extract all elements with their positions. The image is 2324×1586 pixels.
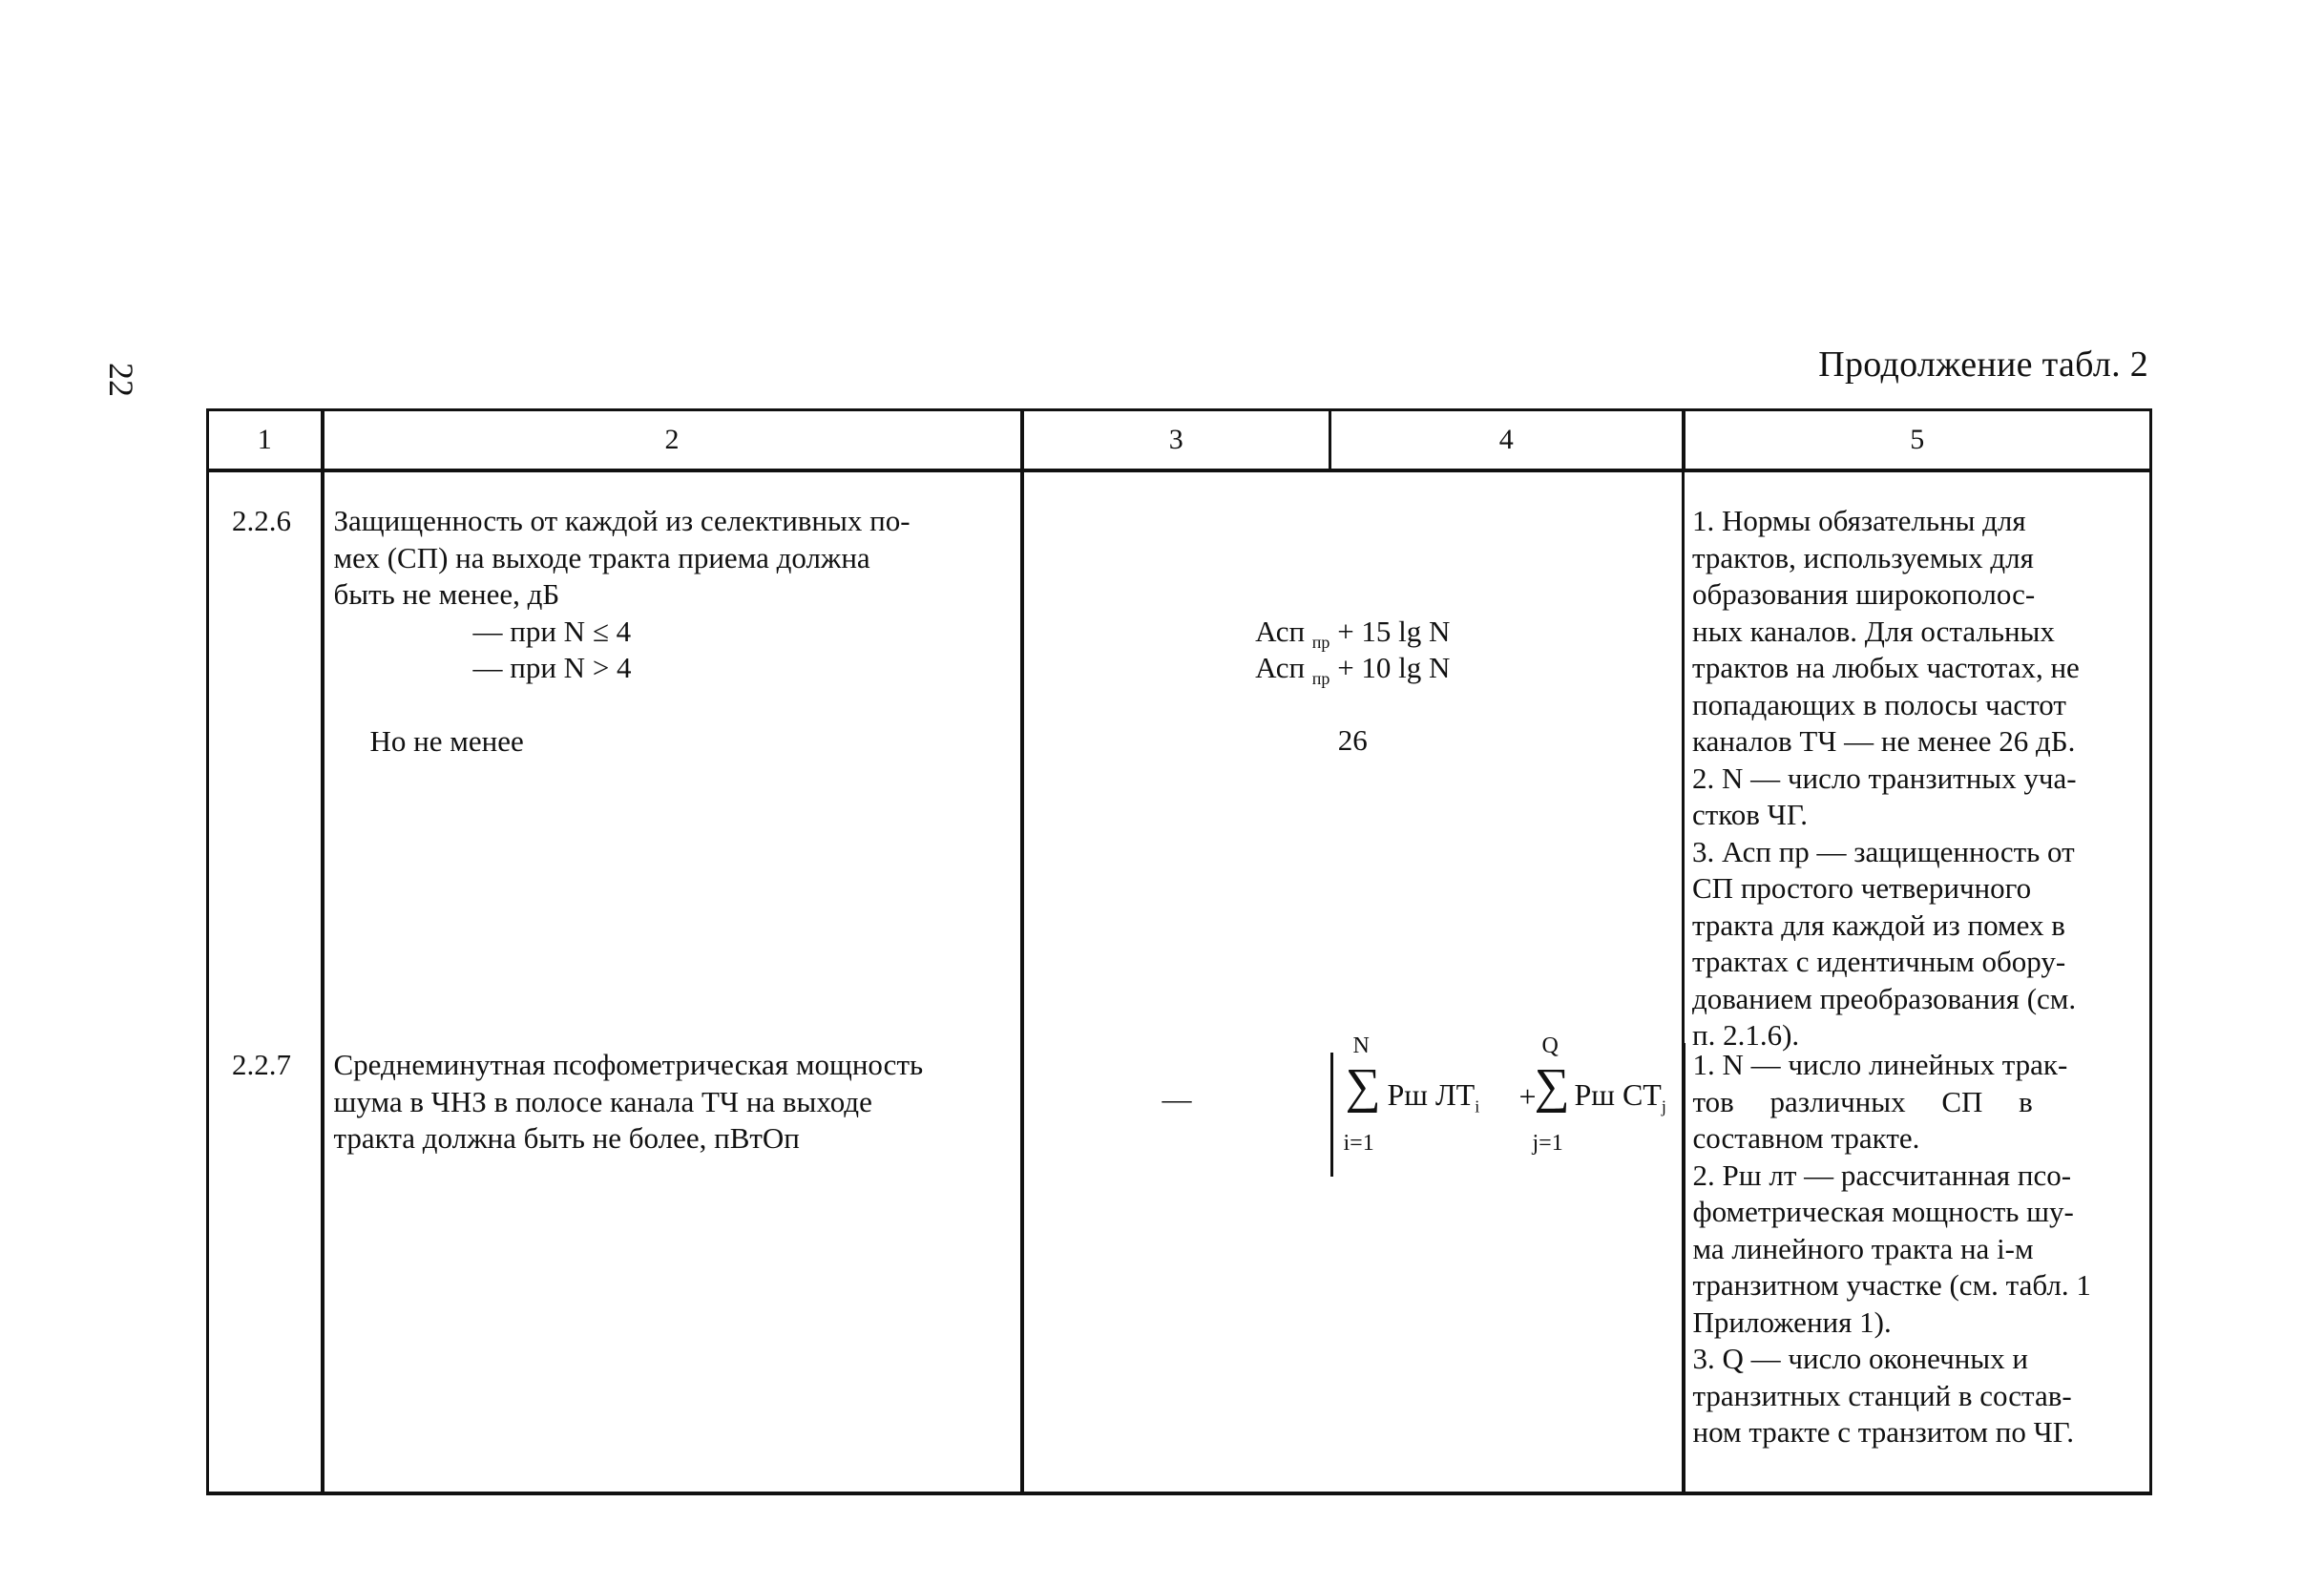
desc-line-condition: — при N > 4 — [472, 651, 632, 684]
page-number: 22 — [102, 363, 140, 397]
value-formula-n-le-4: Асп $_{пр}$ + 15 lg N — [1255, 615, 1451, 653]
col-header-4: 4 — [1330, 410, 1684, 471]
row-description-cell — [323, 470, 1022, 1043]
row-notes: 1. Нормы обязательны для трактов, используемых для образования широкополос- ных каналов. Для остальных трактов на любых частотах, не попадающих в полосы частот каналов ТЧ — не менее 26 дБ. 2. N — число транзитных уча- стков ЧГ. 3. Асп пр — защищенность от СП простого четверичного тракта для каждой из помех в трактах с идентичным обору- дованием преобразования (см. п. 2.1.6). — [1692, 504, 2080, 1052]
sum1-upper-limit: N — [1352, 1033, 1370, 1058]
noise-formula — [1330, 1033, 1682, 1492]
formula-left-bar — [1330, 1053, 1333, 1177]
col-header-5: 5 — [1684, 410, 2151, 471]
row-number-cell — [208, 470, 323, 1043]
sum1-sigma: ∑ — [1345, 1059, 1381, 1114]
row-number: 2.2.7 — [232, 1048, 291, 1081]
value-minimum: 26 — [1337, 723, 1368, 757]
col3-dash: — — [1162, 1082, 1192, 1116]
row-notes-cell — [1684, 470, 2151, 1052]
col-header-2: 2 — [323, 410, 1022, 471]
data-table — [206, 408, 2152, 1495]
row-number-cell — [208, 1043, 323, 1493]
row-notes: 1. N — число линейных трак- тов различных СП в составном тракте. 2. Рш лт — рассчитанная псо- фометрическая мощность шу- ма линейного тракта на i-м транзитном участке (см. табл. 1 Приложения 1). 3. Q — число оконечных и транзитных станций в состав- ном тракте с транзитом по ЧГ. — [1692, 1048, 2091, 1449]
plus-sign: + — [1518, 1079, 1537, 1114]
table-header-row — [208, 410, 2151, 471]
sum1-lower-limit: i=1 — [1343, 1131, 1374, 1156]
table-row — [208, 470, 2151, 1043]
sum2-lower-limit: j=1 — [1532, 1131, 1563, 1156]
table-continuation-caption: Продолжение табл. 2 — [1818, 344, 2148, 385]
row-description — [334, 503, 1005, 760]
sum2-term: Рш $СТ_j$ — [1574, 1077, 1666, 1116]
table-row — [208, 1043, 2151, 1493]
col-header-1: 1 — [208, 410, 323, 471]
sum1-term: Рш $ЛТ_i$ — [1387, 1077, 1480, 1116]
desc-line: мех (СП) на выходе тракта приема должна — [333, 540, 870, 574]
col-header-3: 3 — [1022, 410, 1330, 471]
row-col3-cell — [1022, 1043, 1330, 1493]
row-value-cell — [1022, 470, 1684, 1043]
value-formula-n-gt-4: Асп $_{пр}$ + 10 lg N — [1255, 651, 1451, 689]
row-formula-cell — [1330, 1033, 1684, 1493]
desc-line: быть не менее, дБ — [333, 577, 560, 611]
desc-line-condition: — при N ≤ 4 — [472, 614, 632, 648]
row-number: 2.2.6 — [232, 504, 291, 537]
row-description: Среднеминутная псофометрическая мощность шума в ЧНЗ в полосе канала ТЧ на выходе тракта должна быть не более, пВтОп — [333, 1048, 924, 1155]
row-description-cell — [323, 1043, 1022, 1493]
desc-line: Защищенность от каждой из селективных по- — [333, 504, 911, 537]
row-notes-cell — [1684, 1043, 2151, 1493]
sum2-upper-limit: Q — [1541, 1033, 1559, 1058]
desc-line-minimum: Но не менее — [369, 723, 524, 758]
sum2-sigma: ∑ — [1534, 1059, 1570, 1114]
